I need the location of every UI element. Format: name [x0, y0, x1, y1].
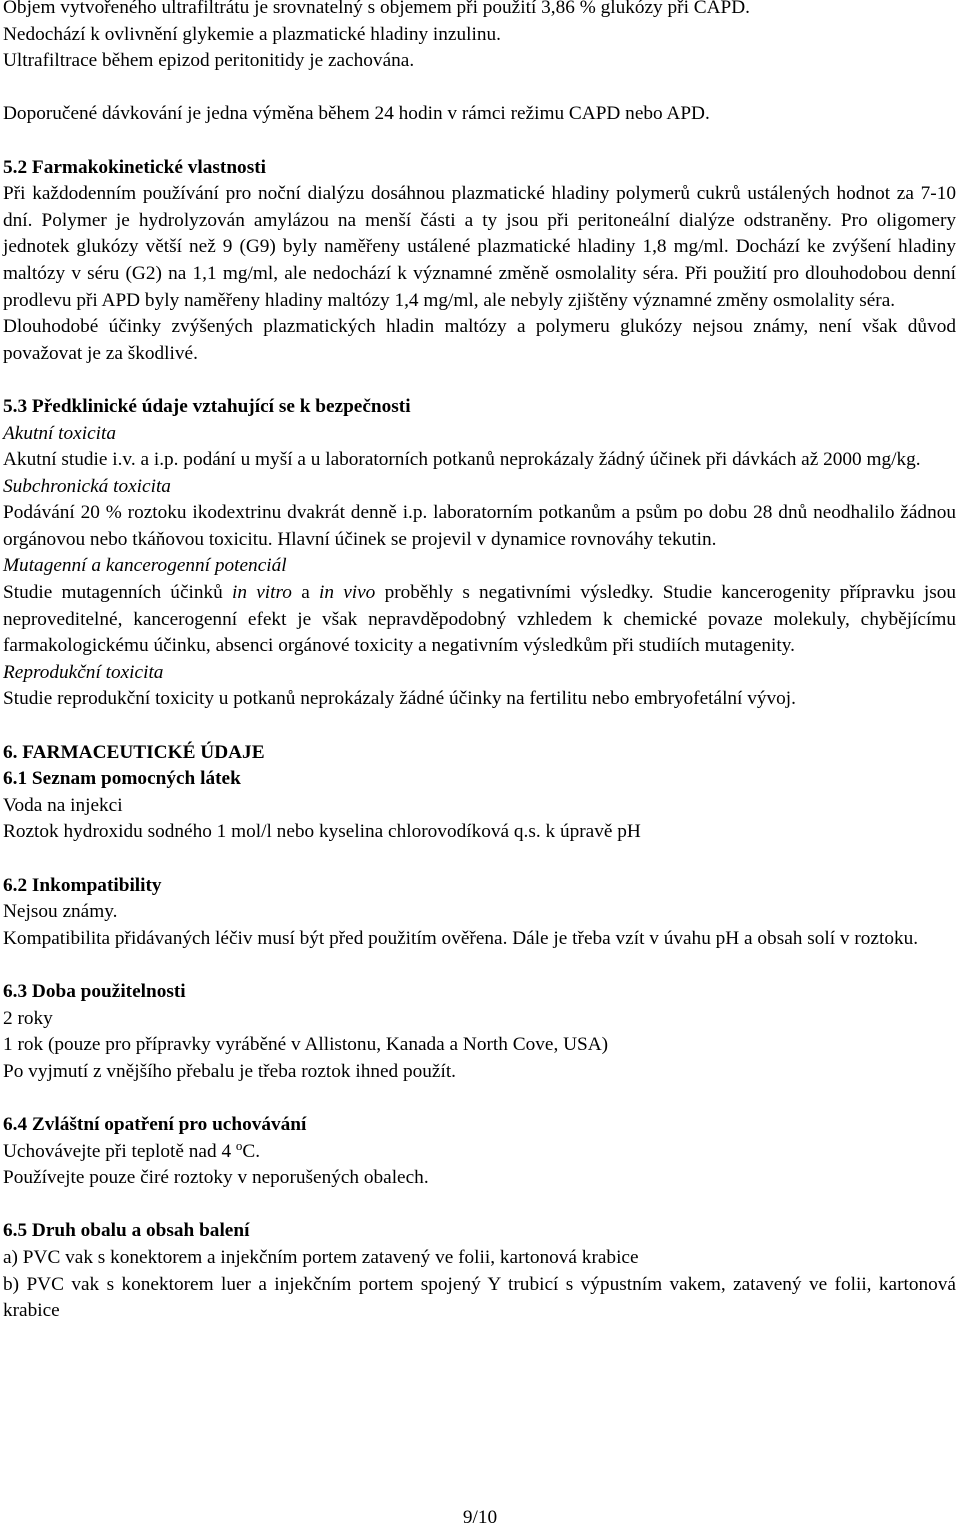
pd-line-glycemia: Nedochází k ovlivnění glykemie a plazmatické hladiny inzulinu. [3, 23, 501, 45]
degree-sign: o [235, 1137, 243, 1153]
storage-temperature-unit: C. [242, 1140, 261, 1162]
in-vivo-text: in vivo [318, 582, 376, 604]
section-heading-6-5: 6.5 Druh obalu a obsah balení [3, 1220, 250, 1242]
and-text: a [301, 582, 310, 604]
storage-clear-solutions: Používejte pouze čiré roztoky v neporušených obalech. [3, 1167, 429, 1189]
shelf-life-2-years: 2 roky [3, 1007, 53, 1029]
pd-line-peritonitis: Ultrafiltrace během epizod peritonitidy je zachována. [3, 50, 415, 72]
mutagenic-text-b: proběhly s negativními výsledky. Studie kancerogenity přípravku jsou neproveditelné, kancerogenní efekt je však nepravděpodobný vzhledem k chemické povaze molekuly, chybějícímu farmakologickému účinku, absenci orgánové toxicity a negativním výsledkům při studiích mutagenity. [3, 582, 957, 657]
storage-temperature-text: Uchovávejte při teplotě nad 4 [3, 1140, 232, 1162]
reproductive-toxicity-paragraph: Studie reprodukční toxicity u potkanů neprokázaly žádné účinky na fertilitu nebo embryofetální vývoj. [3, 688, 796, 710]
pharmacokinetics-paragraph: Při každodenním používání pro noční dialýzu dosáhnou plazmatické hladiny polymerů cukrů ustálených hodnot za 7-10 dní. Polymer je hydrolyzován amylázou na menší části a ty jsou při peritoneální dialýze odstraněny. Pro oligomery jednotek glukózy větší než 9 (G9) byly naměřeny ustálené plazmatické hladiny 1,8 mg/ml. Dochází ke zvýšení hladiny maltózy v séru (G2) na 1,1 mg/ml, ale nedochází k významné změně osmolality séra. Při použití pro dlouhodobou denní prodlevu při APD byly naměřeny hladiny maltózy 1,4 mg/ml, ale nebyly zjištěny významné změny osmolality séra. [3, 183, 956, 311]
spacer [3, 1192, 956, 1219]
document-page [3, 0, 956, 1325]
package-item-b: b) PVC vak s konektorem luer a injekčním portem spojený Y trubicí s výpustním vakem, zatavený ve folii, kartonová krabice [3, 1273, 956, 1322]
spacer [3, 713, 956, 740]
shelf-life-after-opening: Po vyjmutí z vnějšího přebalu je třeba roztok ihned použít. [3, 1060, 457, 1082]
spacer [3, 952, 956, 979]
subheading-mutagenic-potential: Mutagenní a kancerogenní potenciál [3, 555, 287, 577]
acute-toxicity-paragraph: Akutní studie i.v. a i.p. podání u myší a u laboratorních potkanů neprokázaly žádný účinek při dávkách až 2000 mg/kg. [3, 449, 921, 471]
section-heading-6-2: 6.2 Inkompatibility [3, 874, 162, 896]
pd-line-dosing: Doporučené dávkování je jedna výměna během 24 hodin v rámci režimu CAPD nebo APD. [3, 103, 710, 125]
excipient-water: Voda na injekci [3, 794, 123, 816]
section-heading-6: 6. FARMACEUTICKÉ ÚDAJE [3, 741, 265, 763]
subchronic-toxicity-paragraph: Podávání 20 % roztoku ikodextrinu dvakrát denně i.p. laboratorním potkanům a psům po dobu 28 dnů neodhalilo žádnou orgánovou nebo tkáňovou toxicitu. Hlavní účinek se projevil v dynamice rovnováhy tekutin. [3, 502, 956, 550]
excipient-ph-adjust: Roztok hydroxidu sodného 1 mol/l nebo kyselina chlorovodíková q.s. k úpravě pH [3, 821, 641, 843]
section-heading-6-3: 6.3 Doba použitelnosti [3, 980, 186, 1002]
mutagenic-paragraph [3, 580, 956, 660]
shelf-life-1-year: 1 rok (pouze pro přípravky vyráběné v Allistonu, Kanada a North Cove, USA) [3, 1034, 609, 1056]
spacer [3, 367, 956, 394]
section-heading-6-4: 6.4 Zvláštní opatření pro uchovávání [3, 1113, 307, 1135]
pd-line-ultrafiltrate: Objem vytvořeného ultrafiltrátu je srovnatelný s objemem při použití 3,86 % glukózy při CAPD. [3, 0, 751, 18]
page-number: 9/10 [462, 1507, 498, 1528]
subheading-reproductive-toxicity: Reprodukční toxicita [3, 661, 164, 683]
spacer [3, 128, 956, 155]
pharmacokinetics-paragraph-2: Dlouhodobé účinky zvýšených plazmatických hladin maltózy a polymeru glukózy nejsou známy, není však důvod považovat je za škodlivé. [3, 316, 956, 364]
section-heading-6-1: 6.1 Seznam pomocných látek [3, 768, 241, 790]
incompatibility-paragraph: Kompatibilita přidávaných léčiv musí být před použitím ověřena. Dále je třeba vzít v úvahu pH a obsah solí v roztoku. [3, 927, 919, 949]
section-heading-5-2: 5.2 Farmakokinetické vlastnosti [3, 156, 266, 178]
in-vitro-text: in vitro [232, 582, 292, 604]
subheading-acute-toxicity: Akutní toxicita [3, 422, 116, 444]
incompatibility-none: Nejsou známy. [3, 901, 118, 923]
spacer [3, 846, 956, 873]
section-heading-5-3: 5.3 Předklinické údaje vztahující se k bezpečnosti [3, 395, 411, 417]
storage-temperature [3, 1139, 956, 1166]
subheading-subchronic-toxicity: Subchronická toxicita [3, 475, 171, 497]
spacer [3, 75, 956, 102]
mutagenic-text-a: Studie mutagenních účinků [3, 582, 223, 604]
package-item-a: a) PVC vak s konektorem a injekčním portem zatavený ve folii, kartonová krabice [3, 1246, 639, 1268]
spacer [3, 1085, 956, 1112]
